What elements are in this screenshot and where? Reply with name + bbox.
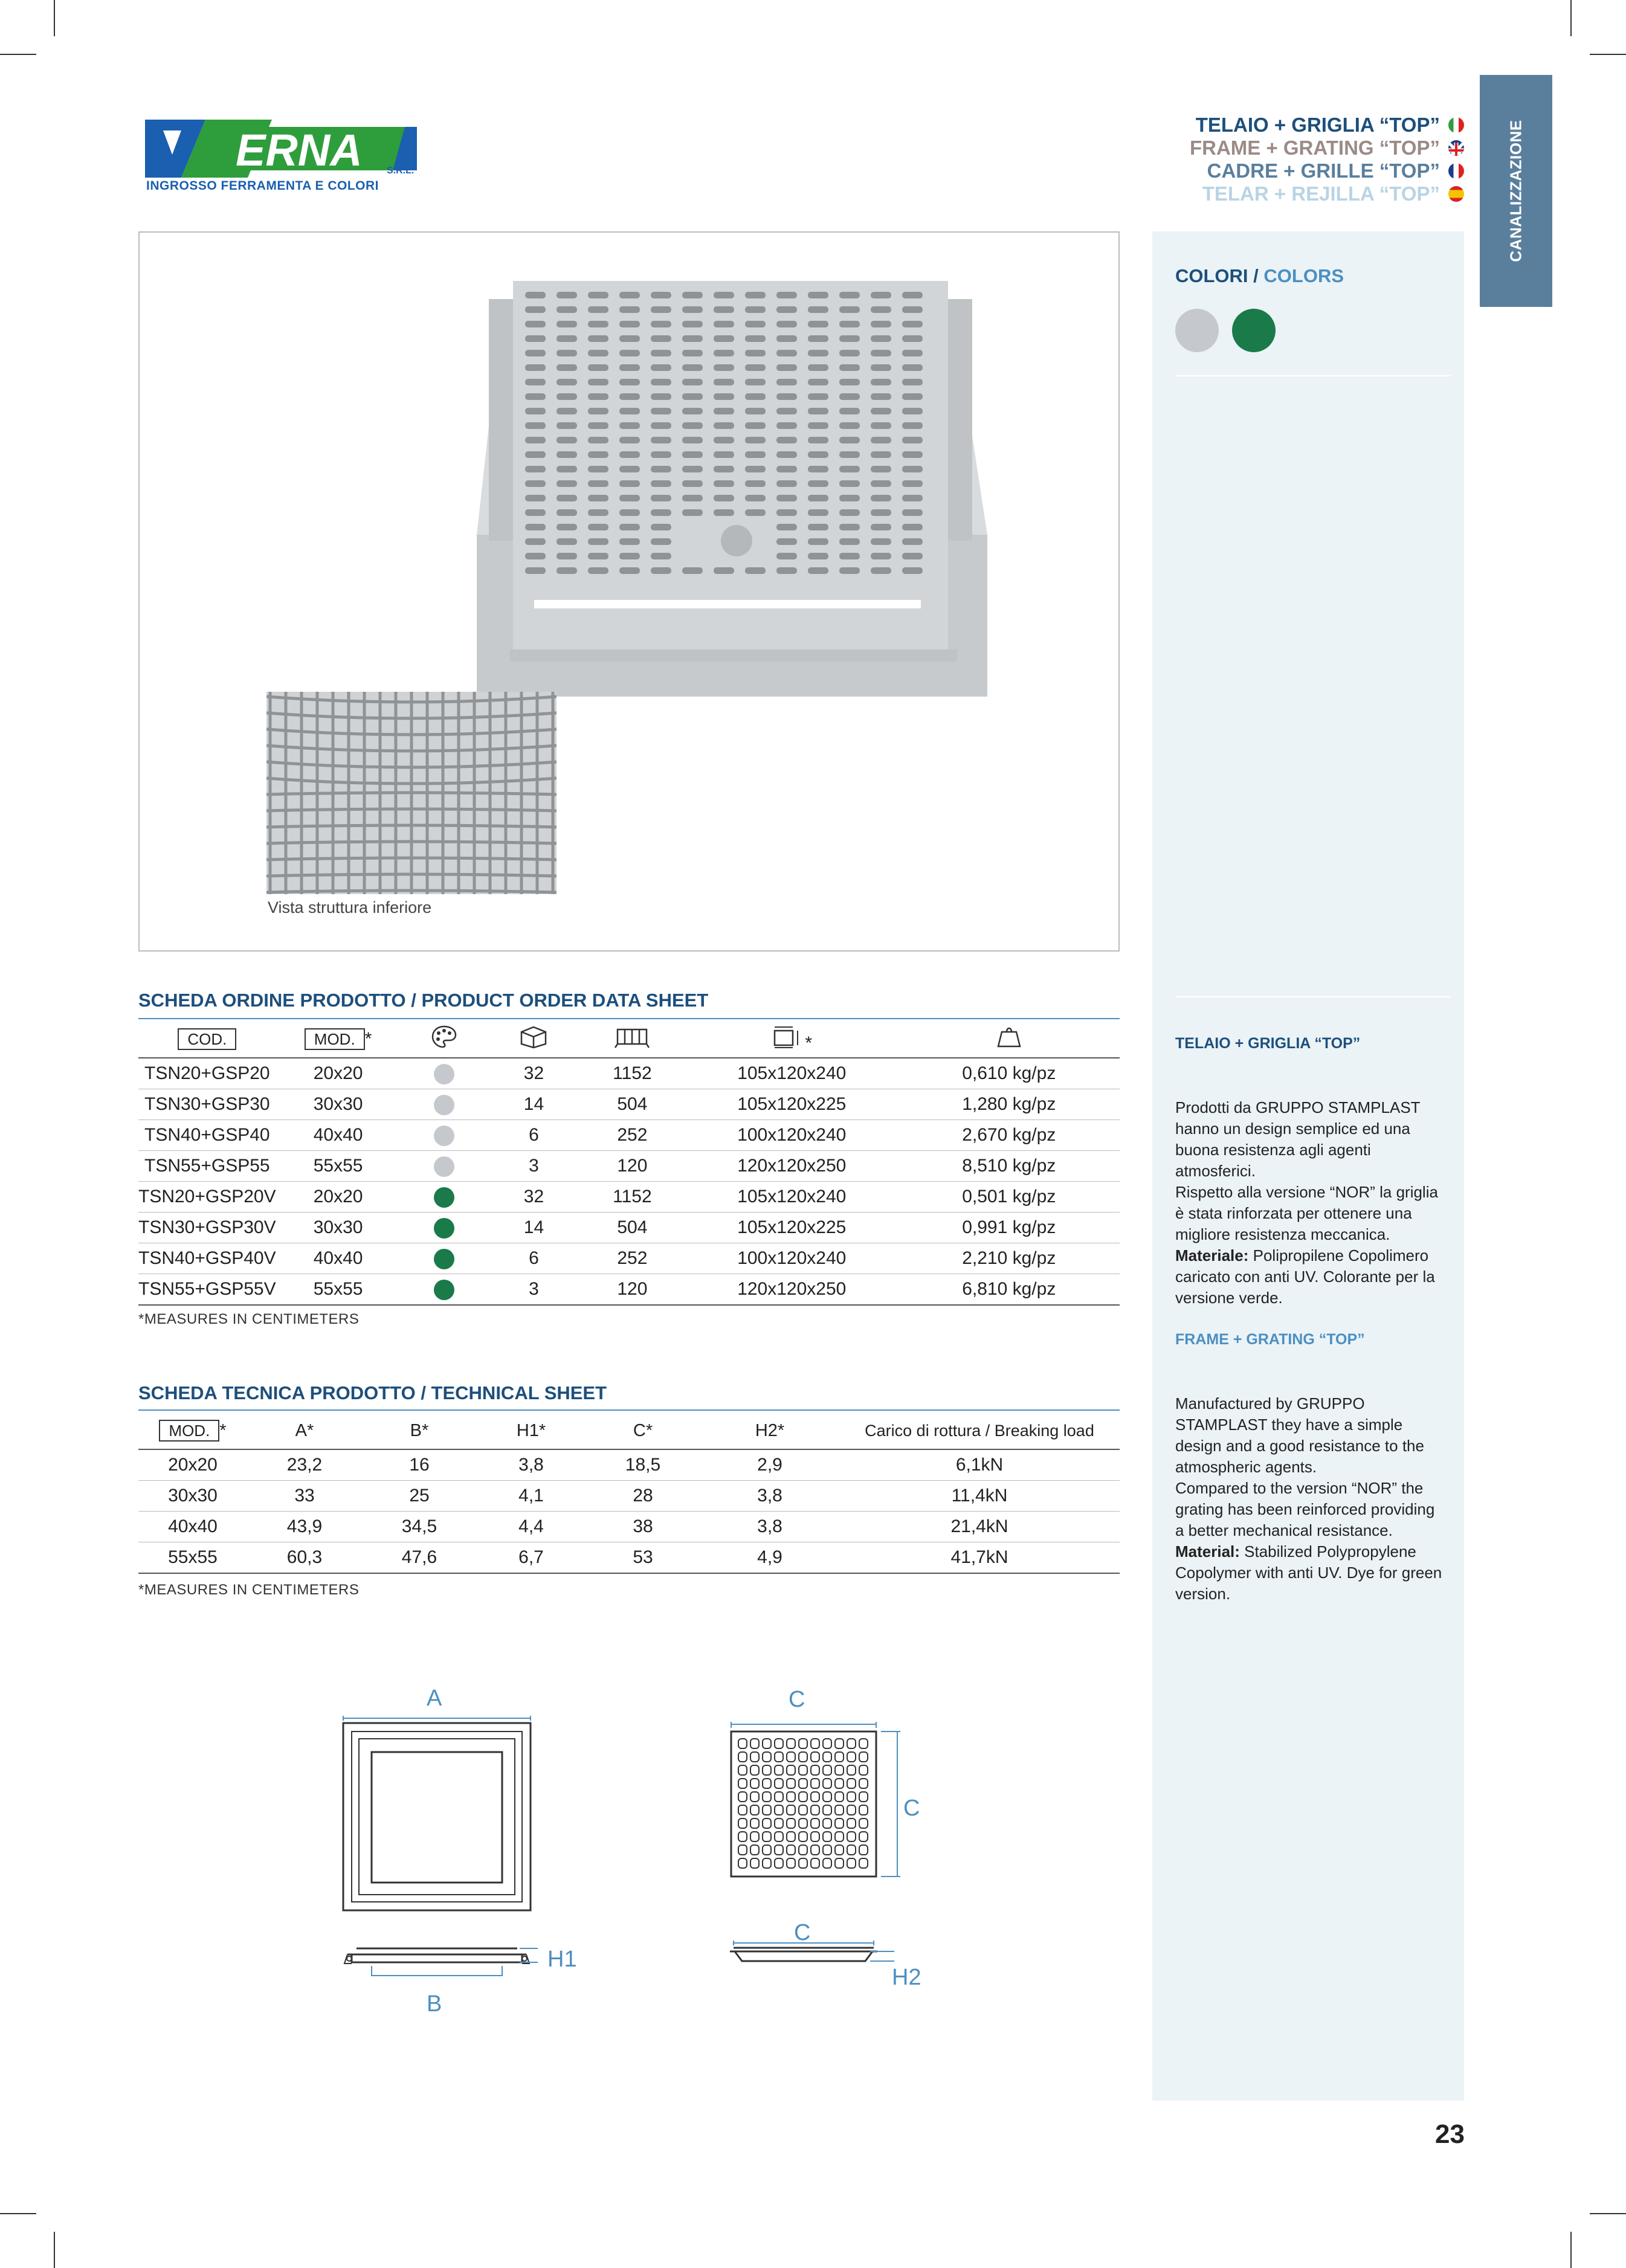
table-row	[138, 1449, 1120, 1481]
order-sheet-title: SCHEDA ORDINE PRODOTTO / PRODUCT ORDER DATA SHEET	[138, 990, 709, 1011]
col-c: C*	[586, 1413, 700, 1449]
cell-code: TSN20+GSP20V	[138, 1182, 276, 1213]
en-description: Manufactured by GRUPPO STAMPLAST they have a simple design and a good resistance to the atmospheric agents. Compared to the version “NOR” the grating has been reinforced providing a better mechanical resistance. Material: Stabilized Polypropylene Copolymer with anti UV. Dye for green version.	[1175, 1394, 1442, 1603]
cell-h1: 3,8	[477, 1449, 586, 1481]
italy-flag-icon	[1448, 117, 1464, 133]
cell-load: 11,4kN	[839, 1481, 1120, 1512]
section-tab: CANALIZZAZIONE	[1480, 75, 1552, 307]
cell-dimensions: 105x120x240	[685, 1182, 898, 1213]
color-dot	[434, 1126, 454, 1146]
order-table	[138, 1021, 1120, 1306]
cell-h2: 3,8	[700, 1512, 839, 1542]
title-en: FRAME + GRATING “TOP”	[1190, 137, 1464, 159]
cell-h2: 3,8	[700, 1481, 839, 1512]
product-image-bottom	[266, 692, 557, 897]
cell-weight: 6,810 kg/pz	[898, 1274, 1120, 1306]
grating-drawing	[725, 1716, 906, 1994]
label-c-side: C	[903, 1796, 920, 1821]
col-model: MOD. *	[276, 1021, 401, 1058]
cell-qty-box: 3	[488, 1151, 579, 1182]
tech-note: *MEASURES IN CENTIMETERS	[138, 1582, 360, 1598]
cell-c: 38	[586, 1512, 700, 1542]
cell-qty-pallet: 1152	[579, 1182, 685, 1213]
cell-weight: 8,510 kg/pz	[898, 1151, 1120, 1182]
cell-model: 40x40	[276, 1243, 401, 1274]
product-photo-box	[138, 231, 1120, 952]
cell-code: TSN40+GSP40V	[138, 1243, 276, 1274]
it-description: Prodotti da GRUPPO STAMPLAST hanno un design semplice ed una buona resistenza agli agenti atmosferici. Rispetto alla versione “NOR” la griglia è stata rinforzata per ottenere una migliore resistenza meccanica. Materiale: Polipropilene Copolimero caricato con anti UV. Colorante per la versione verde.	[1175, 1098, 1438, 1307]
cell-qty-box: 32	[488, 1182, 579, 1213]
cell-code: TSN30+GSP30V	[138, 1213, 276, 1243]
weight-icon	[898, 1021, 1120, 1058]
col-h2: H2*	[700, 1413, 839, 1449]
logo-graphic	[145, 118, 423, 179]
cell-load: 21,4kN	[839, 1512, 1120, 1542]
cell-dimensions: 105x120x225	[685, 1213, 898, 1243]
color-dot	[434, 1280, 454, 1300]
table-row	[138, 1151, 1120, 1182]
cell-qty-pallet: 504	[579, 1213, 685, 1243]
cell-qty-box: 14	[488, 1089, 579, 1120]
table-row	[138, 1542, 1120, 1574]
cell-weight: 2,670 kg/pz	[898, 1120, 1120, 1151]
cell-a: 33	[247, 1481, 362, 1512]
dimensions-icon: *	[685, 1021, 898, 1058]
label-b: B	[427, 1991, 442, 2017]
cell-color	[401, 1182, 489, 1213]
color-dot	[434, 1187, 454, 1208]
table-row	[138, 1120, 1120, 1151]
table-row	[138, 1058, 1120, 1089]
cell-b: 25	[362, 1481, 477, 1512]
color-dot	[434, 1156, 454, 1177]
table-row	[138, 1481, 1120, 1512]
order-note: *MEASURES IN CENTIMETERS	[138, 1311, 360, 1327]
photo-caption: Vista struttura inferiore	[268, 898, 432, 917]
table-row	[138, 1512, 1120, 1542]
palette-icon	[401, 1021, 489, 1058]
label-a: A	[427, 1686, 442, 1711]
cell-color	[401, 1213, 489, 1243]
title-it: TELAIO + GRIGLIA “TOP”	[1190, 114, 1464, 137]
table-row	[138, 1243, 1120, 1274]
cell-h1: 4,4	[477, 1512, 586, 1542]
company-logo	[145, 118, 423, 197]
cell-dimensions: 120x120x250	[685, 1274, 898, 1306]
col-h1: H1*	[477, 1413, 586, 1449]
table-row	[138, 1274, 1120, 1306]
cell-a: 23,2	[247, 1449, 362, 1481]
cell-qty-pallet: 252	[579, 1243, 685, 1274]
col-load: Carico di rottura / Breaking load	[839, 1413, 1120, 1449]
cell-model: 30x30	[276, 1213, 401, 1243]
product-image-top	[477, 281, 996, 698]
cell-b: 47,6	[362, 1542, 477, 1574]
cell-load: 41,7kN	[839, 1542, 1120, 1574]
cell-qty-pallet: 1152	[579, 1058, 685, 1089]
color-dot	[434, 1218, 454, 1239]
cell-model: 20x20	[276, 1058, 401, 1089]
cell-code: TSN20+GSP20	[138, 1058, 276, 1089]
cell-qty-pallet: 120	[579, 1151, 685, 1182]
cell-qty-box: 6	[488, 1243, 579, 1274]
pallet-icon	[579, 1021, 685, 1058]
cell-model: 55x55	[276, 1151, 401, 1182]
cell-h1: 6,7	[477, 1542, 586, 1574]
tech-sheet-title: SCHEDA TECNICA PRODOTTO / TECHNICAL SHEET	[138, 1382, 607, 1403]
cell-a: 43,9	[247, 1512, 362, 1542]
cell-dimensions: 100x120x240	[685, 1120, 898, 1151]
color-swatch-grey	[1175, 309, 1219, 352]
product-titles	[1190, 114, 1464, 205]
cell-h2: 4,9	[700, 1542, 839, 1574]
table-row	[138, 1089, 1120, 1120]
cell-dimensions: 105x120x225	[685, 1089, 898, 1120]
cell-code: TSN40+GSP40	[138, 1120, 276, 1151]
cell-model: 30x30	[276, 1089, 401, 1120]
france-flag-icon	[1448, 163, 1464, 179]
color-swatch-green	[1232, 309, 1276, 352]
cell-color	[401, 1151, 489, 1182]
title-fr: CADRE + GRILLE “TOP”	[1190, 159, 1464, 182]
cell-code: TSN30+GSP30	[138, 1089, 276, 1120]
tech-sheet-rule	[138, 1409, 1120, 1411]
table-row	[138, 1213, 1120, 1243]
label-c-top: C	[789, 1687, 805, 1712]
cell-qty-box: 32	[488, 1058, 579, 1089]
cell-model: 20x20	[276, 1182, 401, 1213]
cell-qty-pallet: 504	[579, 1089, 685, 1120]
spain-flag-icon	[1448, 186, 1464, 202]
cell-qty-box: 14	[488, 1213, 579, 1243]
logo-srl: S.R.L.	[387, 166, 415, 176]
cell-code: TSN55+GSP55V	[138, 1274, 276, 1306]
info-sidebar	[1152, 231, 1464, 2101]
col-code: COD.	[138, 1021, 276, 1058]
tech-table	[138, 1413, 1120, 1574]
label-c-profile: C	[794, 1920, 811, 1945]
cell-weight: 0,501 kg/pz	[898, 1182, 1120, 1213]
cell-c: 18,5	[586, 1449, 700, 1481]
cell-dimensions: 120x120x250	[685, 1151, 898, 1182]
cell-b: 16	[362, 1449, 477, 1481]
order-sheet-rule	[138, 1018, 1120, 1019]
cell-a: 60,3	[247, 1542, 362, 1574]
cell-c: 53	[586, 1542, 700, 1574]
cell-weight: 0,610 kg/pz	[898, 1058, 1120, 1089]
it-description-title: TELAIO + GRIGLIA “TOP”	[1175, 1035, 1361, 1052]
cell-weight: 2,210 kg/pz	[898, 1243, 1120, 1274]
color-dot	[434, 1064, 454, 1084]
title-es: TELAR + REJILLA “TOP”	[1190, 182, 1464, 205]
col-mod: MOD. *	[138, 1413, 247, 1449]
cell-h2: 2,9	[700, 1449, 839, 1481]
cell-mod: 20x20	[138, 1449, 247, 1481]
cell-h1: 4,1	[477, 1481, 586, 1512]
cell-color	[401, 1243, 489, 1274]
cell-qty-pallet: 120	[579, 1274, 685, 1306]
cell-qty-box: 6	[488, 1120, 579, 1151]
cell-weight: 1,280 kg/pz	[898, 1089, 1120, 1120]
cell-qty-box: 3	[488, 1274, 579, 1306]
cell-mod: 55x55	[138, 1542, 247, 1574]
logo-tagline: INGROSSO FERRAMENTA E COLORI	[146, 179, 379, 193]
page-number: 23	[1435, 2119, 1465, 2149]
cell-dimensions: 100x120x240	[685, 1243, 898, 1274]
frame-drawing	[338, 1716, 538, 2006]
cell-dimensions: 105x120x240	[685, 1058, 898, 1089]
cell-color	[401, 1274, 489, 1306]
col-b: B*	[362, 1413, 477, 1449]
cell-mod: 30x30	[138, 1481, 247, 1512]
cell-color	[401, 1120, 489, 1151]
colors-heading: COLORI / COLORS	[1175, 265, 1344, 286]
cell-qty-pallet: 252	[579, 1120, 685, 1151]
cell-color	[401, 1058, 489, 1089]
cell-weight: 0,991 kg/pz	[898, 1213, 1120, 1243]
divider	[1175, 375, 1451, 376]
cell-c: 28	[586, 1481, 700, 1512]
uk-flag-icon	[1448, 140, 1464, 156]
cell-mod: 40x40	[138, 1512, 247, 1542]
svg-text:ERNA: ERNA	[236, 125, 363, 175]
cell-color	[401, 1089, 489, 1120]
en-description-title: FRAME + GRATING “TOP”	[1175, 1331, 1365, 1348]
cell-model: 40x40	[276, 1120, 401, 1151]
cell-model: 55x55	[276, 1274, 401, 1306]
cell-load: 6,1kN	[839, 1449, 1120, 1481]
box-icon	[488, 1021, 579, 1058]
table-row	[138, 1182, 1120, 1213]
cell-b: 34,5	[362, 1512, 477, 1542]
label-h2: H2	[892, 1965, 921, 1990]
cell-code: TSN55+GSP55	[138, 1151, 276, 1182]
color-dot	[434, 1095, 454, 1115]
divider	[1175, 996, 1451, 997]
label-h1: H1	[547, 1947, 577, 1972]
color-dot	[434, 1249, 454, 1269]
col-a: A*	[247, 1413, 362, 1449]
